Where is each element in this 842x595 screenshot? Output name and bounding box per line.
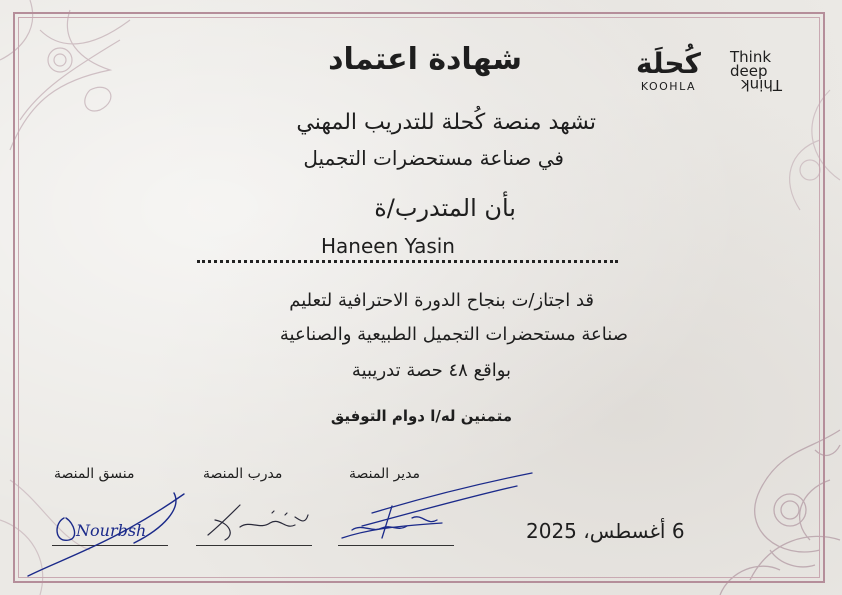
certificate-trainee-intro: بأن المتدرب/ة [374, 194, 516, 222]
certificate-body-line1: قد اجتاز/ت بنجاح الدورة الاحترافية لتعليم [289, 290, 594, 311]
think-deep-logo-line1: Think [730, 48, 772, 66]
certificate-issuer-line: تشهد منصة كُحلة للتدريب المهني [296, 110, 596, 135]
certificate-body-line3: بواقع ٤٨ حصة تدريبية [351, 360, 511, 381]
certificate-body-line2: صناعة مستحضرات التجميل الطبيعية والصناعية [279, 324, 628, 345]
coordinator-signature [24, 488, 189, 583]
certificate-field-line: في صناعة مستحضرات التجميل [303, 146, 564, 170]
issue-date: 6 أغسطس، 2025 [526, 519, 685, 543]
director-signature [332, 468, 537, 553]
coordinator-signature-text: Nourbsh [76, 521, 147, 540]
coordinator-label: منسق المنصة [54, 466, 135, 482]
think-deep-logo-line3: Think [740, 76, 782, 94]
koohla-logo-arabic: كُحلَة [636, 47, 701, 80]
trainee-name: Haneen Yasin [321, 234, 455, 258]
certificate-wish: متمنين له/ا دوام التوفيق [330, 407, 512, 425]
think-deep-logo-line2: deep [730, 62, 768, 80]
trainer-signature [200, 495, 315, 550]
trainer-label: مدرب المنصة [203, 466, 283, 482]
certificate-title: شهادة اعتماد [328, 42, 522, 77]
koohla-logo-english: KOOHLA [640, 80, 696, 93]
koohla-logo [636, 48, 701, 93]
director-label: مدير المنصة [349, 466, 421, 482]
name-dotted-line [197, 260, 618, 263]
think-deep-logo [730, 50, 782, 92]
